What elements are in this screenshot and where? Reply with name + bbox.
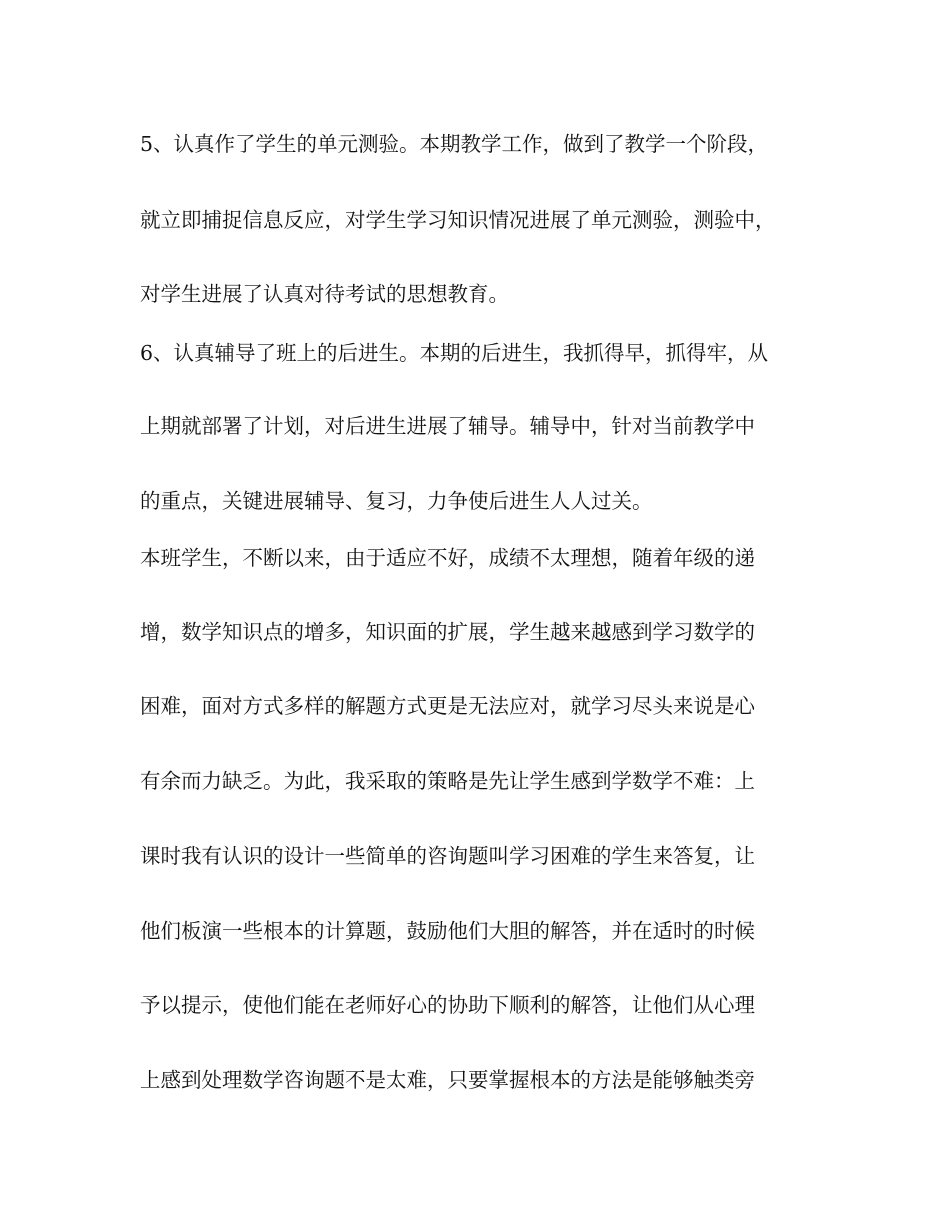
text-line: 上感到处理数学咨询题不是太难，只要掌握根本的方法是能够触类旁 xyxy=(140,1068,755,1092)
text-line: 他们板演一些根本的计算题，鼓励他们大胆的解答，并在适时的时候 xyxy=(140,919,755,943)
text-line: 困难，面对方式多样的解题方式更是无法应对，就学习尽头来说是心 xyxy=(140,694,755,718)
text-line: 增，数学知识点的增多，知识面的扩展，学生越来越感到学习数学的 xyxy=(140,620,755,644)
text-line: 的重点，关键进展辅导、复习，力争使后进生人人过关。 xyxy=(140,489,653,513)
text-line: 有余而力缺乏。为此，我采取的策略是先让学生感到学数学不难：上 xyxy=(140,769,755,793)
text-line: 对学生进展了认真对待考试的思想教育。 xyxy=(140,282,509,306)
text-line: 6、认真辅导了班上的后进生。本期的后进生，我抓得早，抓得牢，从 xyxy=(140,341,769,365)
text-line: 就立即捕捉信息反应，对学生学习知识情况进展了单元测验，测验中， xyxy=(140,208,776,232)
text-line: 予以提示，使他们能在老师好心的协助下顺利的解答，让他们从心理 xyxy=(140,993,755,1017)
text-line: 课时我有认识的设计一些简单的咨询题叫学习困难的学生来答复，让 xyxy=(140,844,755,868)
text-line: 5、认真作了学生的单元测验。本期教学工作，做到了教学一个阶段， xyxy=(140,132,769,156)
text-line: 本班学生，不断以来，由于适应不好，成绩不太理想，随着年级的递 xyxy=(140,546,755,570)
text-line: 上期就部署了计划，对后进生进展了辅导。辅导中，针对当前教学中 xyxy=(140,414,755,438)
